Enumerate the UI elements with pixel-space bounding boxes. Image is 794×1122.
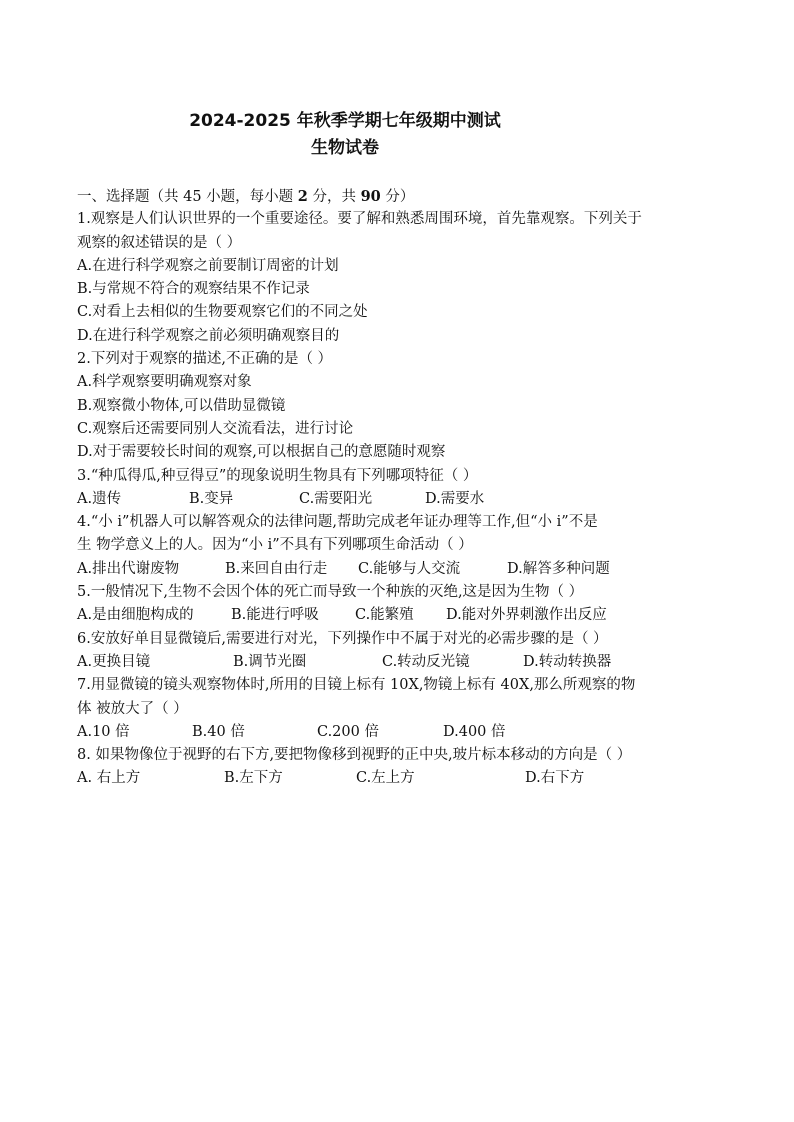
question-6-option-a: A.更换目镜 bbox=[77, 653, 151, 670]
question-6-option-b: B.调节光圈 bbox=[233, 653, 307, 670]
question-3-option-c: C.需要阳光 bbox=[299, 490, 373, 507]
question-7-option-c: C.200 倍 bbox=[317, 723, 379, 740]
question-8-option-d: D.右下方 bbox=[525, 770, 585, 787]
question-7-stem-line2: 体 被放大了（ ） bbox=[77, 700, 188, 717]
question-1-option-c: C.对看上去相似的生物要观察它们的不同之处 bbox=[77, 304, 368, 321]
question-5-option-d: D.能对外界刺激作出反应 bbox=[446, 607, 607, 624]
question-1-stem-line1: 1.观察是人们认识世界的一个重要途径。要了解和熟悉周围环境，首先靠观察。下列关于 bbox=[77, 211, 642, 228]
question-3-stem: 3.“种瓜得瓜,种豆得豆”的现象说明生物具有下列哪项特征（ ） bbox=[77, 467, 478, 484]
question-6-option-c: C.转动反光镜 bbox=[382, 653, 470, 670]
points-each: 2 bbox=[297, 188, 308, 205]
question-6-stem: 6.安放好单目显微镜后,需要进行对光，下列操作中不属于对光的必需步骤的是（ ） bbox=[77, 630, 608, 647]
question-3-options bbox=[77, 488, 727, 511]
question-7-options bbox=[77, 721, 727, 744]
question-5-options bbox=[77, 604, 727, 627]
question-4-option-b: B.来回自由行走 bbox=[225, 560, 328, 577]
section-mid: 分，共 bbox=[307, 189, 361, 205]
question-4-option-a: A.排出代谢废物 bbox=[77, 560, 180, 577]
question-5-stem: 5.一般情况下,生物不会因个体的死亡而导致一个种族的灭绝,这是因为生物（ ） bbox=[77, 584, 584, 601]
question-1-option-a: A.在进行科学观察之前要制订周密的计划 bbox=[77, 257, 339, 274]
question-4-stem-line1: 4.“小 i”机器人可以解答观众的法律问题,帮助完成老年证办理等工作,但“小 i”不是 bbox=[77, 514, 598, 531]
page-title: 2024-2025 年秋季学期七年级期中测试 bbox=[189, 111, 501, 131]
total-points: 90 bbox=[360, 188, 381, 205]
question-6-options bbox=[77, 651, 727, 674]
question-5-option-a: A.是由细胞构成的 bbox=[77, 607, 194, 624]
question-4-stem-line2: 生 物学意义上的人。因为“小 i”不具有下列哪项生命活动（ ） bbox=[77, 537, 473, 554]
question-8-option-a: A. 右上方 bbox=[77, 770, 141, 787]
question-2-option-a: A.科学观察要明确观察对象 bbox=[77, 374, 252, 391]
question-7-option-b: B.40 倍 bbox=[192, 723, 245, 740]
question-6-option-d: D.转动转换器 bbox=[523, 653, 612, 670]
question-7-option-d: D.400 倍 bbox=[443, 723, 506, 740]
question-1-option-b: B.与常规不符合的观察结果不作记录 bbox=[77, 281, 310, 298]
question-5-option-c: C.能繁殖 bbox=[355, 607, 414, 624]
question-2-option-d: D.对于需要较长时间的观察,可以根据自己的意愿随时观察 bbox=[77, 444, 446, 461]
question-7-option-a: A.10 倍 bbox=[77, 723, 130, 740]
question-3-option-b: B.变异 bbox=[189, 490, 234, 507]
section-heading bbox=[77, 185, 727, 208]
page-subtitle: 生物试卷 bbox=[311, 138, 379, 158]
question-8-stem: 8. 如果物像位于视野的右下方,要把物像移到视野的正中央,玻片标本移动的方向是（ ） bbox=[77, 747, 632, 764]
question-3-option-a: A.遗传 bbox=[77, 490, 122, 507]
question-8-option-c: C.左上方 bbox=[356, 770, 415, 787]
question-4-options bbox=[77, 558, 727, 581]
question-2-option-c: C.观察后还需要同别人交流看法，进行讨论 bbox=[77, 420, 354, 437]
question-5-option-b: B.能进行呼吸 bbox=[231, 607, 319, 624]
question-4-option-d: D.解答多种问题 bbox=[507, 560, 610, 577]
question-2-option-b: B.观察微小物体,可以借助显微镜 bbox=[77, 397, 286, 414]
question-2-stem: 2.下列对于观察的描述,不正确的是（ ） bbox=[77, 351, 333, 368]
question-7-stem-line1: 7.用显微镜的镜头观察物体时,所用的目镜上标有 10X,物镜上标有 40X,那么所观察的物 bbox=[77, 677, 636, 694]
question-1-option-d: D.在进行科学观察之前必须明确观察目的 bbox=[77, 327, 340, 344]
question-list bbox=[77, 185, 727, 791]
question-8-option-b: B.左下方 bbox=[224, 770, 283, 787]
question-3-option-d: D.需要水 bbox=[425, 490, 485, 507]
section-suffix: 分） bbox=[380, 189, 415, 205]
section-prefix: 一、选择题（共 45 小题，每小题 bbox=[77, 189, 298, 205]
question-4-option-c: C.能够与人交流 bbox=[358, 560, 461, 577]
question-8-options bbox=[77, 767, 727, 790]
question-1-stem-line2: 观察的叙述错误的是（ ） bbox=[77, 234, 242, 251]
